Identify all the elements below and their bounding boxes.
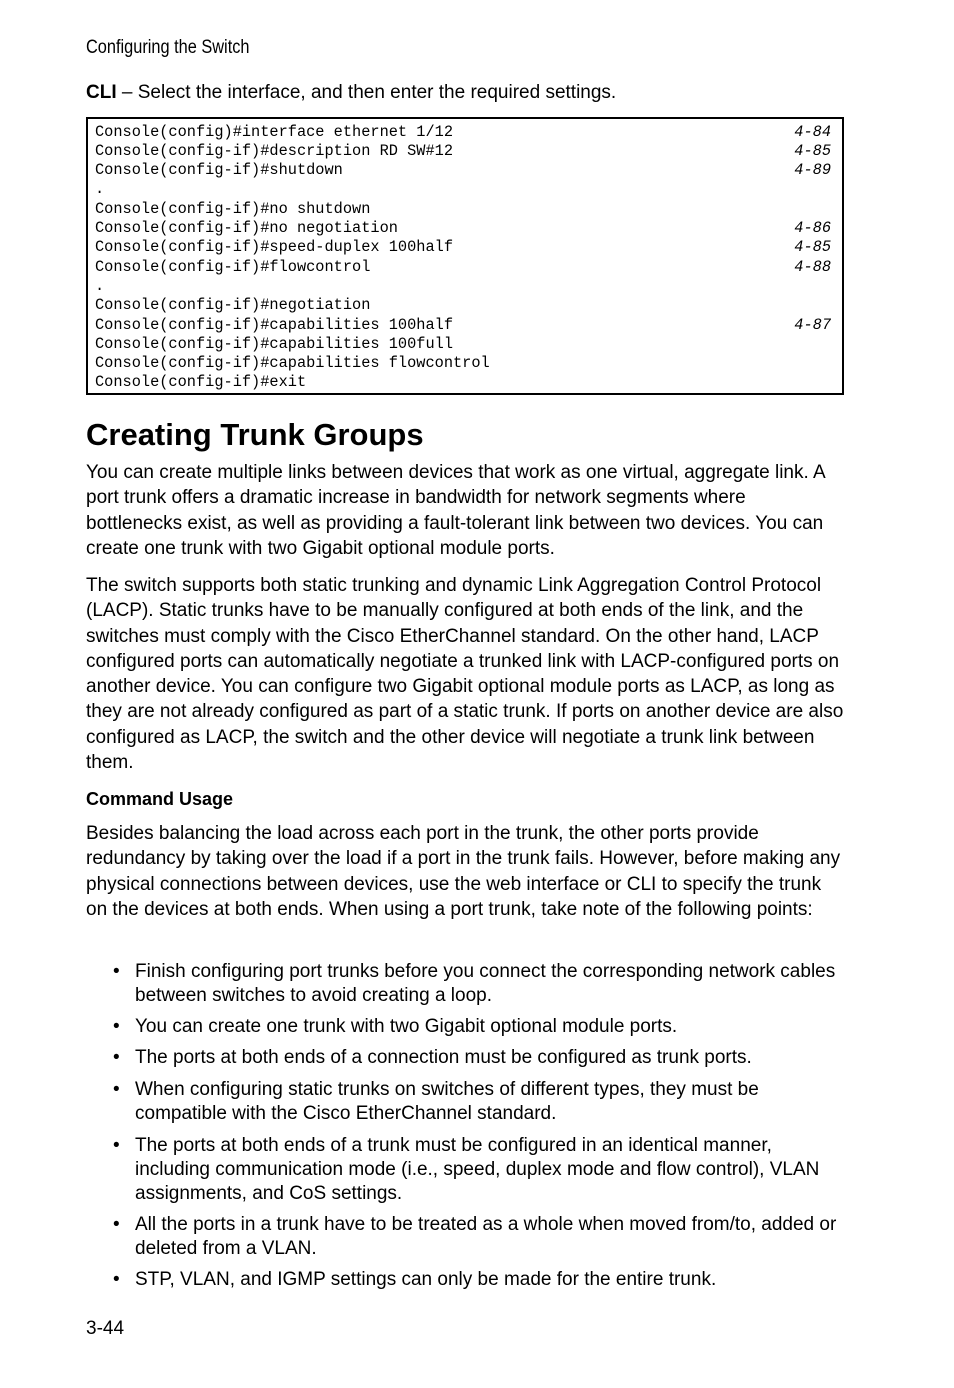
code-page-ref: 4-87 <box>794 316 831 334</box>
code-line <box>95 238 831 257</box>
code-line <box>95 373 831 392</box>
cli-code-block <box>86 117 844 395</box>
list-item-text: You can create one trunk with two Gigabit optional module ports. <box>135 1016 678 1037</box>
code-command: Console(config-if)#speed-duplex 100half <box>95 238 454 256</box>
bullet-icon: • <box>113 1214 120 1235</box>
cli-intro <box>86 82 616 104</box>
code-command: Console(config-if)#description RD SW#12 <box>95 142 454 160</box>
code-line <box>95 142 831 161</box>
code-line <box>95 123 831 142</box>
code-page-ref: 4-85 <box>794 142 831 160</box>
command-usage-heading: Command Usage <box>86 789 234 809</box>
bullet-icon: • <box>113 1047 120 1068</box>
code-command: Console(config-if)#capabilities flowcontrol <box>95 354 490 372</box>
code-page-ref: 4-86 <box>794 219 831 237</box>
code-page-ref: 4-85 <box>794 238 831 256</box>
list-item-text: Finish configuring port trunks before you connect the corresponding network cables between switches to avoid creating a loop. <box>135 961 836 1006</box>
code-command: Console(config-if)#capabilities 100full <box>95 335 454 353</box>
bullet-icon: • <box>113 961 120 982</box>
code-line <box>95 219 831 238</box>
code-page-ref: 4-88 <box>794 258 831 276</box>
lacp-paragraph: The switch supports both static trunking and dynamic Link Aggregation Control Protocol (LACP). Static trunks have to be manually configured at both ends of the link, and the switches must comply with the Cisco EtherChannel standard. On the other hand, LACP configured ports can automatically negotiate a trunked link with LACP-configured ports on another device. You can configure two Gigabit optional module ports as LACP, as long as they are not already configured as part of a static trunk. If ports on another device are also configured as LACP, the switch and the other device will negotiate a trunk link between them. <box>86 575 844 774</box>
code-line <box>95 277 831 296</box>
list-item-text: The ports at both ends of a connection must be configured as trunk ports. <box>135 1047 752 1068</box>
code-command: Console(config)#interface ethernet 1/12 <box>95 123 454 141</box>
code-page-ref: 4-89 <box>794 161 831 179</box>
list-item-text: STP, VLAN, and IGMP settings can only be made for the entire trunk. <box>135 1269 717 1290</box>
section-title: Creating Trunk Groups <box>86 417 424 452</box>
code-command: Console(config-if)#flowcontrol <box>95 258 371 276</box>
command-usage-paragraph: Besides balancing the load across each port in the trunk, the other ports provide redundancy by taking over the load if a port in the trunk fails. However, before making any physical connections between devices, use the web interface or CLI to specify the trunk on the devices at both ends. When using a port trunk, take note of the following points: <box>86 823 841 920</box>
code-command: Console(config-if)#shutdown <box>95 161 343 179</box>
code-line <box>95 335 831 354</box>
code-command: Console(config-if)#capabilities 100half <box>95 316 454 334</box>
bullet-icon: • <box>113 1269 120 1290</box>
bullet-icon: • <box>113 1079 120 1100</box>
code-line <box>95 161 831 180</box>
running-header: Configuring the Switch <box>86 37 250 58</box>
code-command: Console(config-if)#exit <box>95 373 307 391</box>
list-item-text: When configuring static trunks on switches of different types, they must be compatible with the Cisco EtherChannel standard. <box>135 1079 759 1124</box>
list-item-text: All the ports in a trunk have to be treated as a whole when moved from/to, added or deleted from a VLAN. <box>135 1214 837 1259</box>
code-line <box>95 258 831 277</box>
code-line <box>95 354 831 373</box>
code-line <box>95 200 831 219</box>
code-page-ref: 4-84 <box>794 123 831 141</box>
cli-label: CLI <box>86 82 117 103</box>
code-command: . <box>95 180 105 198</box>
list-item-text: The ports at both ends of a trunk must be configured in an identical manner, including communication mode (i.e., speed, duplex mode and flow control), VLAN assignments, and CoS settings. <box>135 1135 820 1204</box>
cli-intro-text: – Select the interface, and then enter the required settings. <box>116 82 617 103</box>
code-command: . <box>95 277 105 295</box>
bullet-icon: • <box>113 1016 120 1037</box>
intro-paragraph: You can create multiple links between devices that work as one virtual, aggregate link. A port trunk offers a dramatic increase in bandwidth for network segments where bottlenecks exist, as well as providing a fault-tolerant link between two devices. You can create one trunk with two Gigabit optional module ports. <box>86 462 825 559</box>
code-command: Console(config-if)#negotiation <box>95 296 371 314</box>
page-number: 3-44 <box>86 1318 125 1339</box>
bullet-icon: • <box>113 1135 120 1156</box>
code-line <box>95 296 831 315</box>
code-command: Console(config-if)#no negotiation <box>95 219 398 237</box>
code-line <box>95 180 831 199</box>
code-command: Console(config-if)#no shutdown <box>95 200 371 218</box>
code-line <box>95 316 831 335</box>
